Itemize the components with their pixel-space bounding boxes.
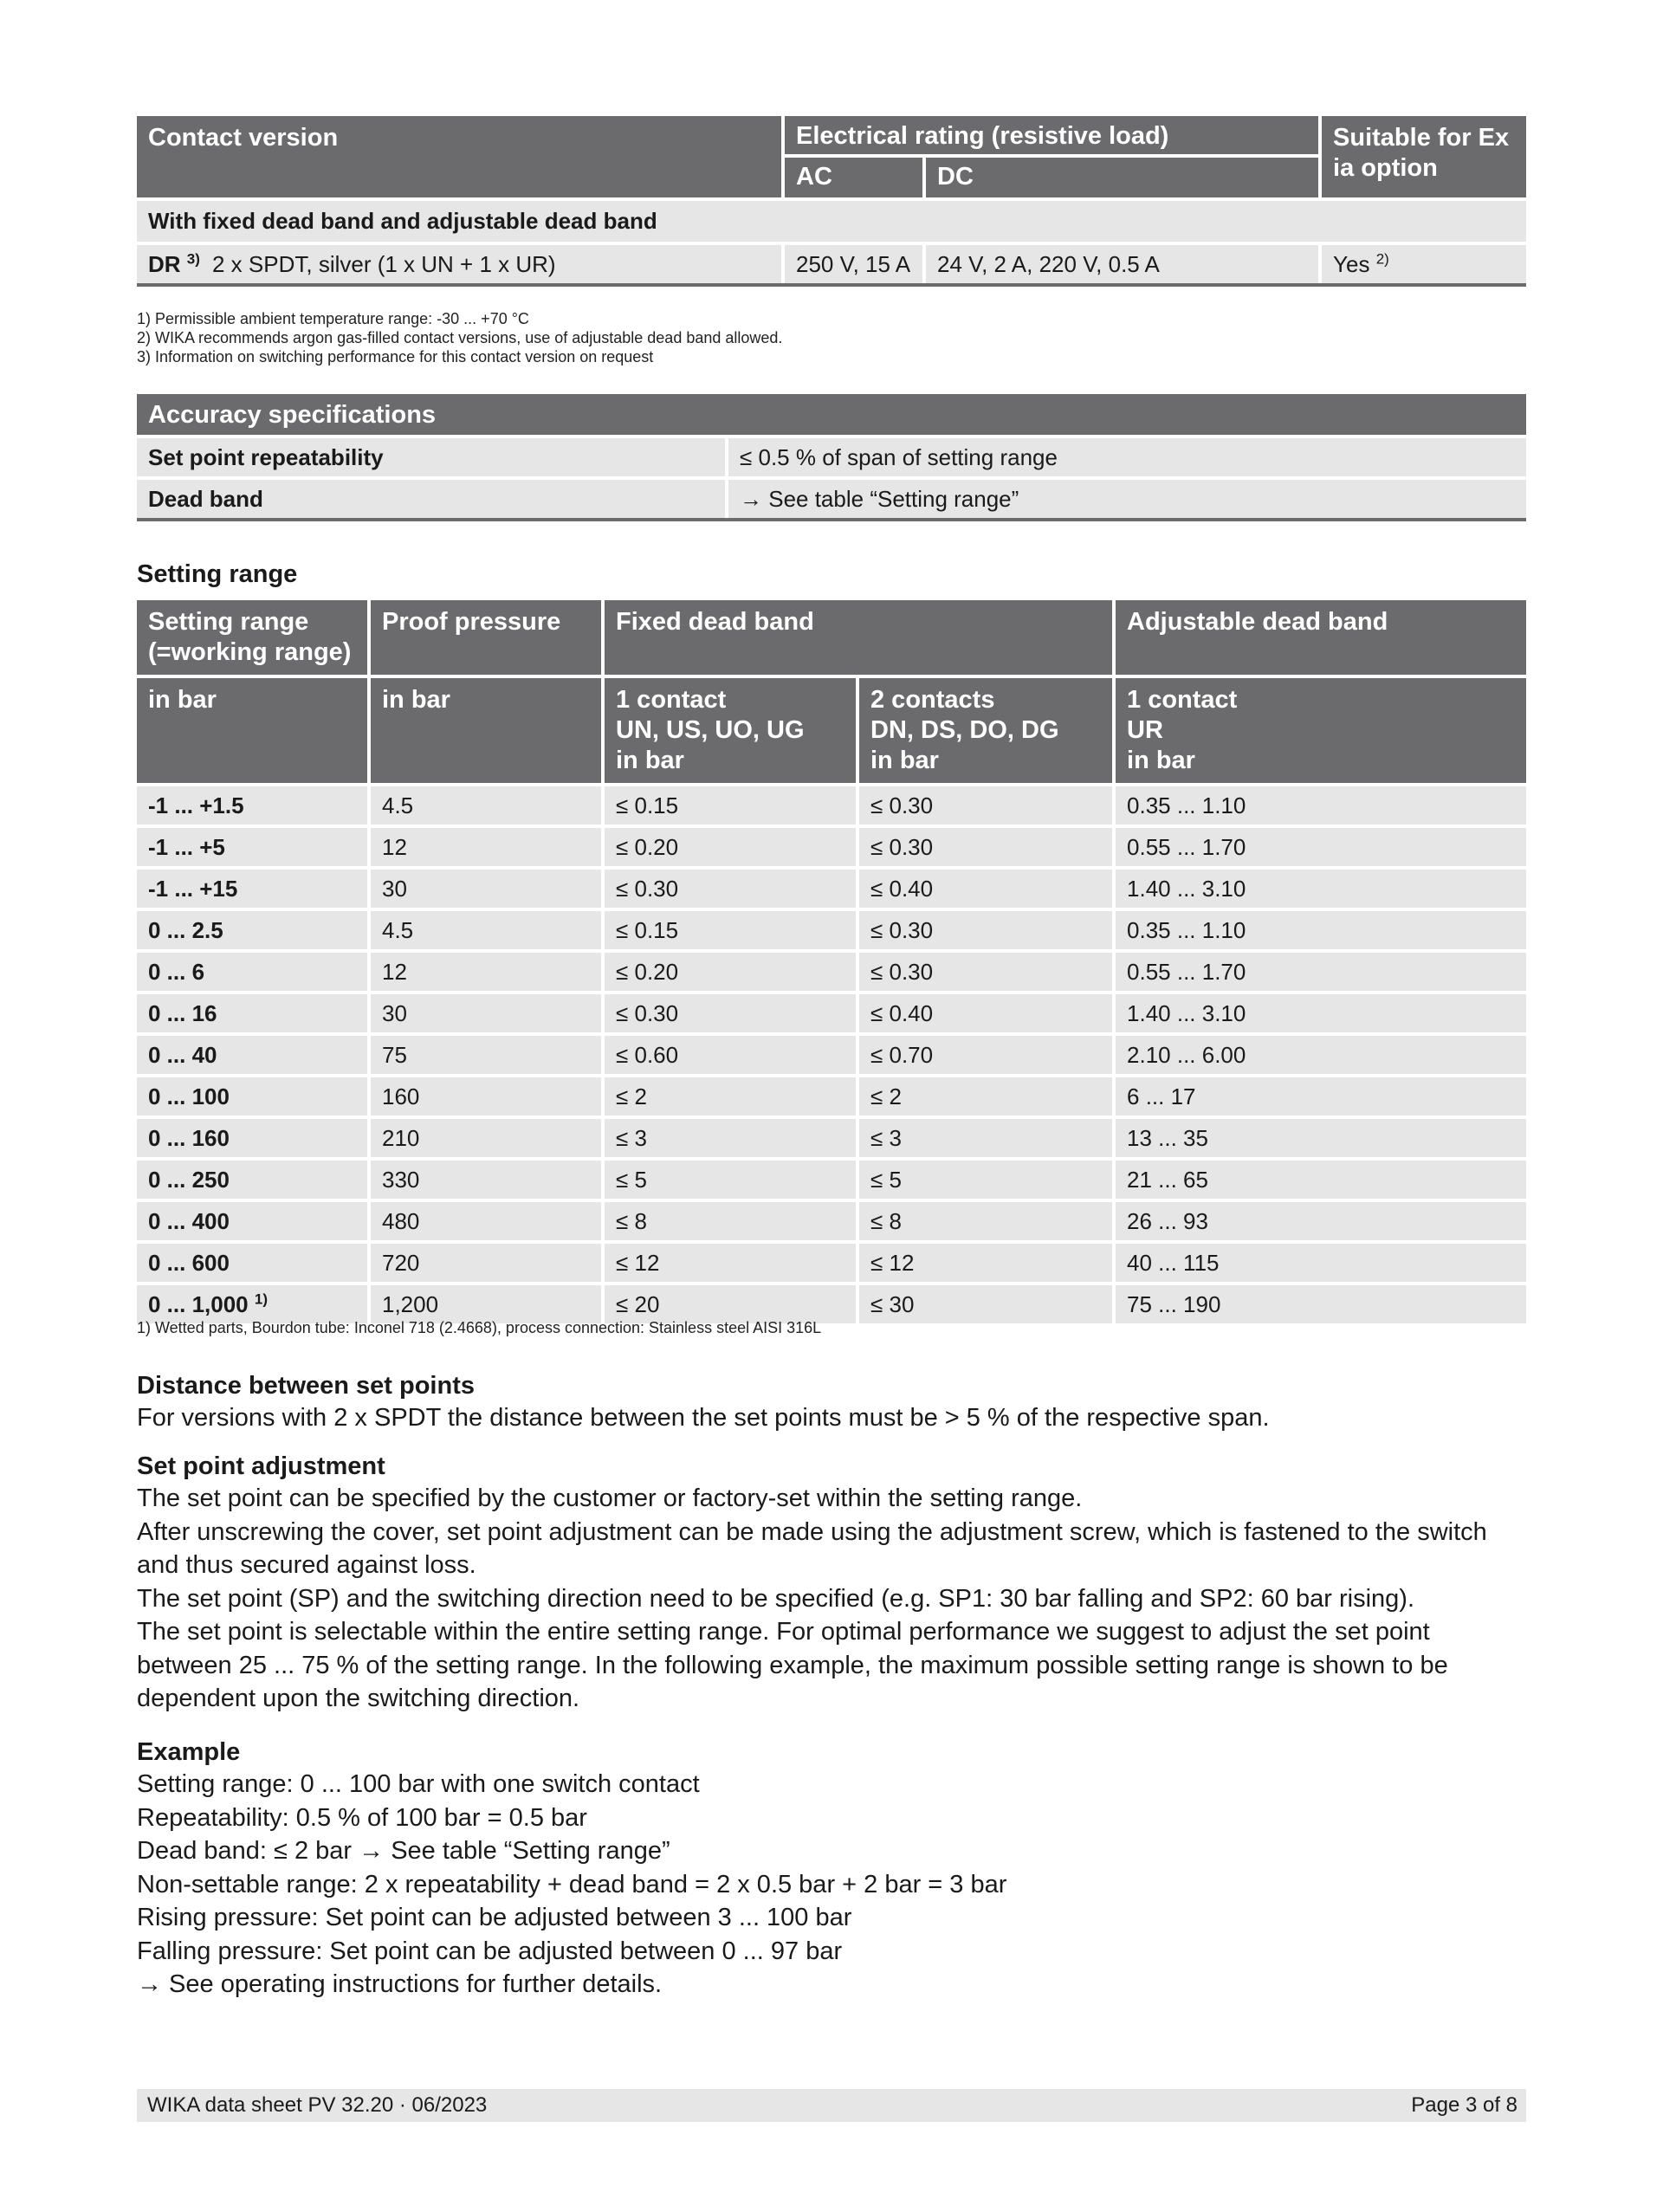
setting-range-row — [137, 866, 1526, 908]
footnote-1: 1) Permissible ambient temperature range: -30 ... +70 °C — [137, 310, 529, 327]
cell-proof-pressure: 4.5 — [371, 908, 605, 949]
cell-proof-pressure: 1,200 — [371, 1282, 605, 1323]
cell-setting-range: 0 ... 1,000 $^{1)}$ — [137, 1282, 371, 1323]
adjustment-heading: Set point adjustment — [137, 1452, 385, 1480]
cell-fixed-one-contact: ≤ 2 — [605, 1074, 859, 1116]
example-line: Dead band: ≤ 2 bar → See table “Setting range” — [137, 1837, 670, 1865]
cell-fixed-two-contacts: ≤ 2 — [859, 1074, 1116, 1116]
accuracy-value-repeatability: ≤ 0.5 % of span of setting range — [728, 435, 1526, 476]
cell-setting-range: 0 ... 250 — [137, 1157, 371, 1199]
cell-fixed-two-contacts: ≤ 0.30 — [859, 825, 1116, 866]
contact-version-table — [137, 116, 1526, 287]
setting-range-heading: Setting range — [137, 560, 298, 588]
cell-proof-pressure: 30 — [371, 866, 605, 908]
distance-text: For versions with 2 x SPDT the distance between the set points must be > 5 % of the respective span. — [137, 1404, 1270, 1432]
cell-adjustable-dead-band: 2.10 ... 6.00 — [1116, 1032, 1526, 1074]
cell-setting-range: 0 ... 16 — [137, 991, 371, 1032]
cell-fixed-two-contacts: ≤ 8 — [859, 1199, 1116, 1240]
cell-proof-pressure: 12 — [371, 949, 605, 991]
header-setting-range: Setting range (=working range) — [137, 600, 371, 678]
accuracy-value-dead-band: → See table “Setting range” — [728, 476, 1526, 518]
adjustment-paragraph: After unscrewing the cover, set point adjustment can be made using the adjustment screw, which is fastened to the switch and thus secured against loss. — [137, 1517, 1487, 1579]
example-line: Non-settable range: 2 x repeatability + dead band = 2 x 0.5 bar + 2 bar = 3 bar — [137, 1870, 1007, 1898]
cell-setting-range: 0 ... 100 — [137, 1074, 371, 1116]
group-label: With fixed dead band and adjustable dead band — [137, 197, 1526, 242]
cell-proof-pressure: 30 — [371, 991, 605, 1032]
cell-adjustable-dead-band: 1.40 ... 3.10 — [1116, 866, 1526, 908]
cell-proof-pressure: 75 — [371, 1032, 605, 1074]
contact-ac-rating: 250 V, 15 A — [785, 242, 926, 283]
header-electrical-rating: Electrical rating (resistive load) — [785, 116, 1322, 158]
cell-fixed-one-contact: ≤ 0.30 — [605, 991, 859, 1032]
adjustment-paragraph: The set point (SP) and the switching direction need to be specified (e.g. SP1: 30 bar falling and SP2: 60 bar rising). — [137, 1584, 1415, 1613]
setting-range-row — [137, 991, 1526, 1032]
example-line: Setting range: 0 ... 100 bar with one switch contact — [137, 1770, 700, 1798]
cell-adjustable-dead-band: 26 ... 93 — [1116, 1199, 1526, 1240]
setting-range-row — [137, 1157, 1526, 1199]
example-line: Rising pressure: Set point can be adjusted between 3 ... 100 bar — [137, 1904, 852, 1931]
cell-adjustable-dead-band: 0.55 ... 1.70 — [1116, 949, 1526, 991]
accuracy-title: Accuracy specifications — [137, 394, 1526, 435]
cell-fixed-two-contacts: ≤ 3 — [859, 1116, 1116, 1157]
cell-adjustable-dead-band: 0.35 ... 1.10 — [1116, 783, 1526, 825]
cell-fixed-two-contacts: ≤ 12 — [859, 1240, 1116, 1282]
cell-fixed-one-contact: ≤ 5 — [605, 1157, 859, 1199]
header-adjustable-contact: 1 contact UR in bar — [1116, 678, 1526, 783]
cell-fixed-one-contact: ≤ 3 — [605, 1116, 859, 1157]
example-line: Repeatability: 0.5 % of 100 bar = 0.5 bar — [137, 1803, 587, 1832]
header-unit-proof-pressure: in bar — [371, 678, 605, 783]
adjustment-paragraph: The set point is selectable within the entire setting range. For optimal performance we suggest to adjust the set point between 25 ... 75 % of the setting range. In the following example, the maximum possible setting range is shown to be dependent upon the switching direction. — [137, 1618, 1448, 1712]
header-dc: DC — [926, 158, 1322, 197]
cell-proof-pressure: 720 — [371, 1240, 605, 1282]
contact-suitable: Yes $^{2)}$ — [1322, 242, 1526, 283]
setting-range-row — [137, 1199, 1526, 1240]
cell-setting-range: 0 ... 40 — [137, 1032, 371, 1074]
cell-proof-pressure: 4.5 — [371, 783, 605, 825]
cell-fixed-one-contact: ≤ 0.20 — [605, 825, 859, 866]
example-heading: Example — [137, 1738, 241, 1766]
example-section — [137, 1737, 1523, 2002]
cell-setting-range: -1 ... +5 — [137, 825, 371, 866]
contact-footnotes — [137, 309, 1523, 366]
cell-fixed-one-contact: ≤ 0.30 — [605, 866, 859, 908]
cell-fixed-one-contact: ≤ 12 — [605, 1240, 859, 1282]
footer-datasheet: WIKA data sheet PV 32.20 · 06/2023 — [147, 2093, 488, 2117]
cell-fixed-two-contacts: ≤ 0.30 — [859, 949, 1116, 991]
footnote-2: 2) WIKA recommends argon gas-filled contact versions, use of adjustable dead band allowed. — [137, 329, 783, 346]
cell-proof-pressure: 480 — [371, 1199, 605, 1240]
cell-proof-pressure: 210 — [371, 1116, 605, 1157]
cell-fixed-two-contacts: ≤ 0.40 — [859, 866, 1116, 908]
cell-proof-pressure: 330 — [371, 1157, 605, 1199]
cell-fixed-one-contact: ≤ 8 — [605, 1199, 859, 1240]
cell-adjustable-dead-band: 75 ... 190 — [1116, 1282, 1526, 1323]
cell-proof-pressure: 160 — [371, 1074, 605, 1116]
setting-range-row — [137, 1116, 1526, 1157]
cell-setting-range: 0 ... 160 — [137, 1116, 371, 1157]
cell-adjustable-dead-band: 0.35 ... 1.10 — [1116, 908, 1526, 949]
setting-range-row — [137, 908, 1526, 949]
contact-dc-rating: 24 V, 2 A, 220 V, 0.5 A — [926, 242, 1322, 283]
setting-range-row — [137, 949, 1526, 991]
setting-range-row — [137, 1240, 1526, 1282]
cell-adjustable-dead-band: 6 ... 17 — [1116, 1074, 1526, 1116]
adjustment-paragraph: The set point can be specified by the customer or factory-set within the setting range. — [137, 1484, 1083, 1512]
distance-section — [137, 1370, 1523, 1435]
setting-range-table — [137, 600, 1526, 1323]
accuracy-label-repeatability: Set point repeatability — [137, 435, 728, 476]
cell-fixed-one-contact: ≤ 0.15 — [605, 908, 859, 949]
cell-fixed-two-contacts: ≤ 30 — [859, 1282, 1116, 1323]
distance-heading: Distance between set points — [137, 1372, 475, 1400]
header-proof-pressure: Proof pressure — [371, 600, 605, 678]
header-adjustable-dead-band: Adjustable dead band — [1116, 600, 1526, 678]
cell-fixed-two-contacts: ≤ 0.70 — [859, 1032, 1116, 1074]
page-footer — [137, 2089, 1526, 2122]
header-unit-setting-range: in bar — [137, 678, 371, 783]
cell-setting-range: 0 ... 6 — [137, 949, 371, 991]
cell-fixed-two-contacts: ≤ 0.30 — [859, 783, 1116, 825]
setting-range-row — [137, 1074, 1526, 1116]
cell-fixed-one-contact: ≤ 0.15 — [605, 783, 859, 825]
example-line: → See operating instructions for further details. — [137, 1970, 663, 1998]
accuracy-table — [137, 394, 1526, 521]
cell-proof-pressure: 12 — [371, 825, 605, 866]
setting-range-row — [137, 1282, 1526, 1323]
cell-adjustable-dead-band: 1.40 ... 3.10 — [1116, 991, 1526, 1032]
header-contact-version: Contact version — [137, 116, 785, 197]
setting-range-row — [137, 783, 1526, 825]
accuracy-label-dead-band: Dead band — [137, 476, 728, 518]
cell-setting-range: 0 ... 400 — [137, 1199, 371, 1240]
cell-setting-range: 0 ... 600 — [137, 1240, 371, 1282]
cell-fixed-one-contact: ≤ 0.20 — [605, 949, 859, 991]
header-fixed-dead-band: Fixed dead band — [605, 600, 1116, 678]
cell-fixed-two-contacts: ≤ 0.40 — [859, 991, 1116, 1032]
cell-fixed-two-contacts: ≤ 5 — [859, 1157, 1116, 1199]
contact-code: DR $^{3)}$ — [137, 242, 212, 283]
footer-page-number: Page 3 of 8 — [1411, 2093, 1517, 2117]
example-line: Falling pressure: Set point can be adjusted between 0 ... 97 bar — [137, 1937, 843, 1965]
header-one-contact: 1 contact UN, US, UO, UG in bar — [605, 678, 859, 783]
cell-fixed-one-contact: ≤ 20 — [605, 1282, 859, 1323]
header-two-contacts: 2 contacts DN, DS, DO, DG in bar — [859, 678, 1116, 783]
cell-setting-range: 0 ... 2.5 — [137, 908, 371, 949]
setting-range-footnote: 1) Wetted parts, Bourdon tube: Inconel 718 (2.4668), process connection: Stainless steel AISI 316L — [137, 1319, 822, 1336]
contact-description: 2 x SPDT, silver (1 x UN + 1 x UR) — [212, 242, 785, 283]
header-suitable-ex-ia: Suitable for Ex ia option — [1322, 116, 1526, 197]
cell-adjustable-dead-band: 40 ... 115 — [1116, 1240, 1526, 1282]
cell-adjustable-dead-band: 0.55 ... 1.70 — [1116, 825, 1526, 866]
cell-fixed-two-contacts: ≤ 0.30 — [859, 908, 1116, 949]
setting-range-row — [137, 1032, 1526, 1074]
cell-setting-range: -1 ... +1.5 — [137, 783, 371, 825]
cell-fixed-one-contact: ≤ 0.60 — [605, 1032, 859, 1074]
cell-adjustable-dead-band: 21 ... 65 — [1116, 1157, 1526, 1199]
cell-setting-range: -1 ... +15 — [137, 866, 371, 908]
setting-range-row — [137, 825, 1526, 866]
cell-adjustable-dead-band: 13 ... 35 — [1116, 1116, 1526, 1157]
header-ac: AC — [785, 158, 926, 197]
adjustment-section — [137, 1451, 1523, 1716]
footnote-3: 3) Information on switching performance for this contact version on request — [137, 348, 654, 365]
